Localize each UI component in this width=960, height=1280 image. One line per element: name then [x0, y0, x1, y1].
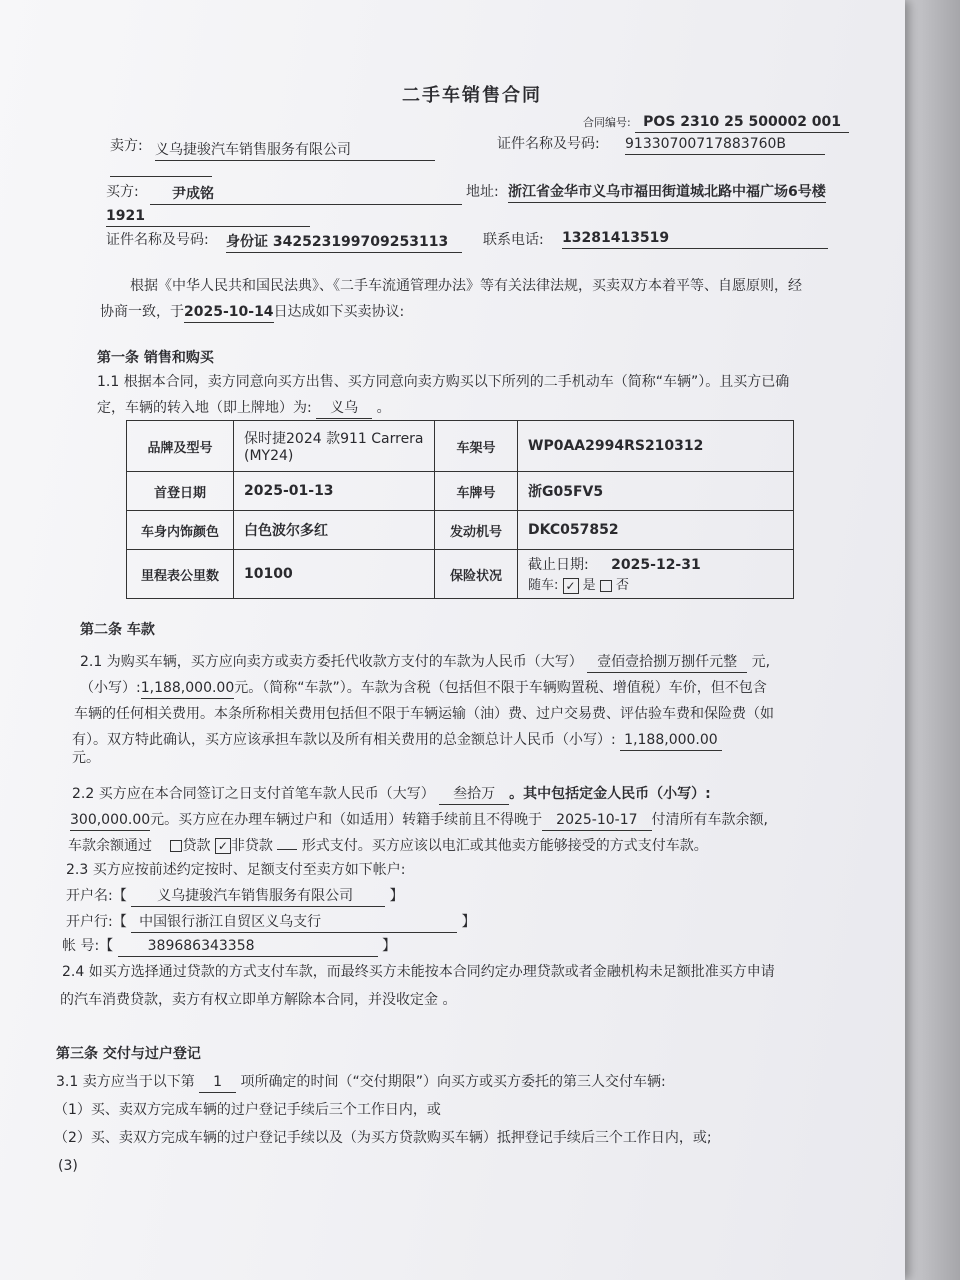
checked-box-icon: ✓ — [563, 578, 579, 594]
clause-2-1-line-4: 有）。双方特此确认，买方应该承担车款以及所有相关费用的总金额总计人民币（小写）: 1,188,000.00 — [72, 730, 722, 751]
table-row — [127, 472, 794, 511]
brand-label: 品牌及型号 — [127, 421, 234, 472]
mileage-label: 里程表公里数 — [127, 550, 234, 599]
buyer-name: 尹成铭 — [150, 184, 462, 205]
article-2-heading: 第二条 车款 — [80, 622, 155, 638]
address-label: 地址: — [466, 184, 499, 200]
balance-due-date: 2025-10-17 — [542, 810, 651, 831]
buyer-address-cont: 1921 — [106, 206, 310, 227]
buyer-phone: 13281413519 — [562, 228, 828, 249]
seller-id: 91330700717883760B — [625, 134, 825, 155]
color-label: 车身内饰颜色 — [127, 511, 234, 550]
clause-2-1-line-3: 车辆的任何相关费用。本条所称相关费用包括但不限于车辆运输（油）费、过户交易费、评估验车费和保险费（如 — [74, 706, 774, 722]
engine-value: DKC057852 — [518, 511, 794, 550]
clause-2-1-line-5: 元。 — [72, 750, 100, 766]
clause-2-1-line-2: （小写）:1,188,000.00元。（简称“车款”）。车款为含税（包括但不限于车辆购置税、增值税）车价，但不包含 — [80, 678, 767, 699]
bank-row: 开户行:【 中国银行浙江自贸区义乌支行 】 — [66, 912, 476, 933]
insurance-expiry: 2025-12-31 — [611, 557, 701, 574]
table-row — [127, 511, 794, 550]
clause-2-2-line-2: 300,000.00元。买方应在办理车辆过户和（如适用）转籍手续前且不得晚于 2025-10-17 付清所有车款余额, — [70, 810, 768, 831]
article-1-clause-1-cont: 定，车辆的转入地（即上牌地）为: 义乌 。 — [97, 398, 391, 419]
amount-upper: 壹佰壹拾捌万捌仟元整 — [587, 652, 747, 673]
clause-3-1-item-2: （2）买、卖双方完成车辆的过户登记手续以及（为买方贷款购买车辆）抵押登记手续后三个工作日内，或; — [54, 1130, 712, 1146]
clause-2-2-line-1: 2.2 买方应在本合同签订之日支付首笔车款人民币（大写） 叁拾万 。其中包括定金人民币（小写）: — [72, 784, 711, 805]
article-3-heading: 第三条 交付与过户登记 — [56, 1046, 201, 1062]
buyer-id-label: 证件名称及号码: — [106, 232, 209, 248]
clause-2-3: 2.3 买方应按前述约定按时、足额支付至卖方如下帐户: — [66, 862, 406, 878]
clause-2-2-line-3: 车款余额通过 贷款 ✓ 非贷款 形式支付。买方应该以电汇或其他卖方能够接受的方式支付车款。 — [68, 838, 708, 854]
first-reg-label: 首登日期 — [127, 472, 234, 511]
seller-underline-cont — [110, 176, 212, 177]
bank-name: 中国银行浙江自贸区义乌支行 — [131, 912, 457, 933]
article-1-heading: 第一条 销售和购买 — [97, 350, 214, 366]
clause-3-1: 3.1 卖方应当于以下第 1 项所确定的时间（“交付期限”）向买方或买方委托的第三人交付车辆: — [56, 1072, 666, 1093]
total-amount: 1,188,000.00 — [620, 730, 722, 751]
contract-number-value: POS 2310 25 500002 001 — [635, 112, 849, 133]
vin-label: 车架号 — [435, 421, 518, 472]
amount-lower: 1,188,000.00 — [141, 678, 235, 699]
phone-label: 联系电话: — [483, 232, 544, 248]
seller-label: 卖方: — [110, 138, 143, 154]
vin-value: WP0AA2994RS210312 — [518, 421, 794, 472]
transfer-city: 义乌 — [316, 398, 372, 419]
vehicle-info-table — [126, 420, 794, 599]
first-payment-upper: 叁拾万 — [439, 784, 509, 805]
loan-checkbox-icon — [170, 840, 182, 852]
account-number: 389686343358 — [118, 936, 378, 957]
buyer-address: 浙江省金华市义乌市福田街道城北路中福广场6号楼 — [508, 182, 826, 203]
engine-label: 发动机号 — [435, 511, 518, 550]
buyer-id: 身份证 342523199709253113 — [226, 232, 462, 253]
nonloan-checked-icon: ✓ — [215, 838, 231, 854]
mileage-value: 10100 — [234, 550, 435, 599]
intro-line-2: 协商一致，于2025-10-14日达成如下买卖协议: — [100, 302, 404, 323]
seller-id-label: 证件名称及号码: — [497, 136, 600, 152]
clause-3-1-item-1: （1）买、卖双方完成车辆的过户登记手续后三个工作日内，或 — [54, 1102, 441, 1118]
buyer-label: 买方: — [106, 184, 139, 200]
plate-value: 浙G05FV5 — [518, 472, 794, 511]
first-reg-value: 2025-01-13 — [234, 472, 435, 511]
insurance-value: 截止日期: 2025-12-31 随车: ✓ 是 否 — [518, 550, 794, 599]
article-1-clause-1: 1.1 根据本合同，卖方同意向买方出售、买方同意向卖方购买以下所列的二手机动车（简称“车辆”）。且买方已确 — [97, 374, 790, 390]
contract-number: 合同编号: POS 2310 25 500002 001 — [583, 112, 849, 133]
intro-line-1: 根据《中华人民共和国民法典》、《二手车流通管理办法》等有关法律法规，买卖双方本着平等、自愿原则，经 — [130, 278, 802, 294]
clause-3-1-item-3: (3) — [58, 1158, 78, 1174]
account-name: 义乌捷骏汽车销售服务有限公司 — [131, 886, 385, 907]
clause-2-4-line-2: 的汽车消费贷款，卖方有权立即单方解除本合同，并没收定金 。 — [60, 992, 457, 1008]
empty-box-icon — [600, 580, 612, 592]
clause-2-1-line-1: 2.1 为购买车辆，买方应向卖方或卖方委托代收款方支付的车款为人民币（大写） 壹佰壹拾捌万捌仟元整 元, — [80, 652, 770, 673]
delivery-item-number: 1 — [199, 1072, 236, 1093]
table-row — [127, 550, 794, 599]
table-row — [127, 421, 794, 472]
agreement-date: 2025-10-14 — [184, 302, 274, 323]
plate-label: 车牌号 — [435, 472, 518, 511]
brand-value: 保时捷2024 款911 Carrera (MY24) — [234, 421, 435, 472]
seller-name: 义乌捷骏汽车销售服务有限公司 — [155, 140, 435, 161]
color-value: 白色波尔多红 — [234, 511, 435, 550]
account-name-row: 开户名:【 义乌捷骏汽车销售服务有限公司 】 — [66, 886, 404, 907]
deposit-amount: 300,000.00 — [70, 810, 150, 831]
account-number-row: 帐 号:【 389686343358 】 — [62, 936, 396, 957]
clause-2-4-line-1: 2.4 如买方选择通过贷款的方式支付车款，而最终买方未能按本合同约定办理贷款或者金融机构未足额批准买方申请 — [62, 964, 775, 980]
page-title: 二手车销售合同 — [402, 85, 542, 106]
insurance-label: 保险状况 — [435, 550, 518, 599]
